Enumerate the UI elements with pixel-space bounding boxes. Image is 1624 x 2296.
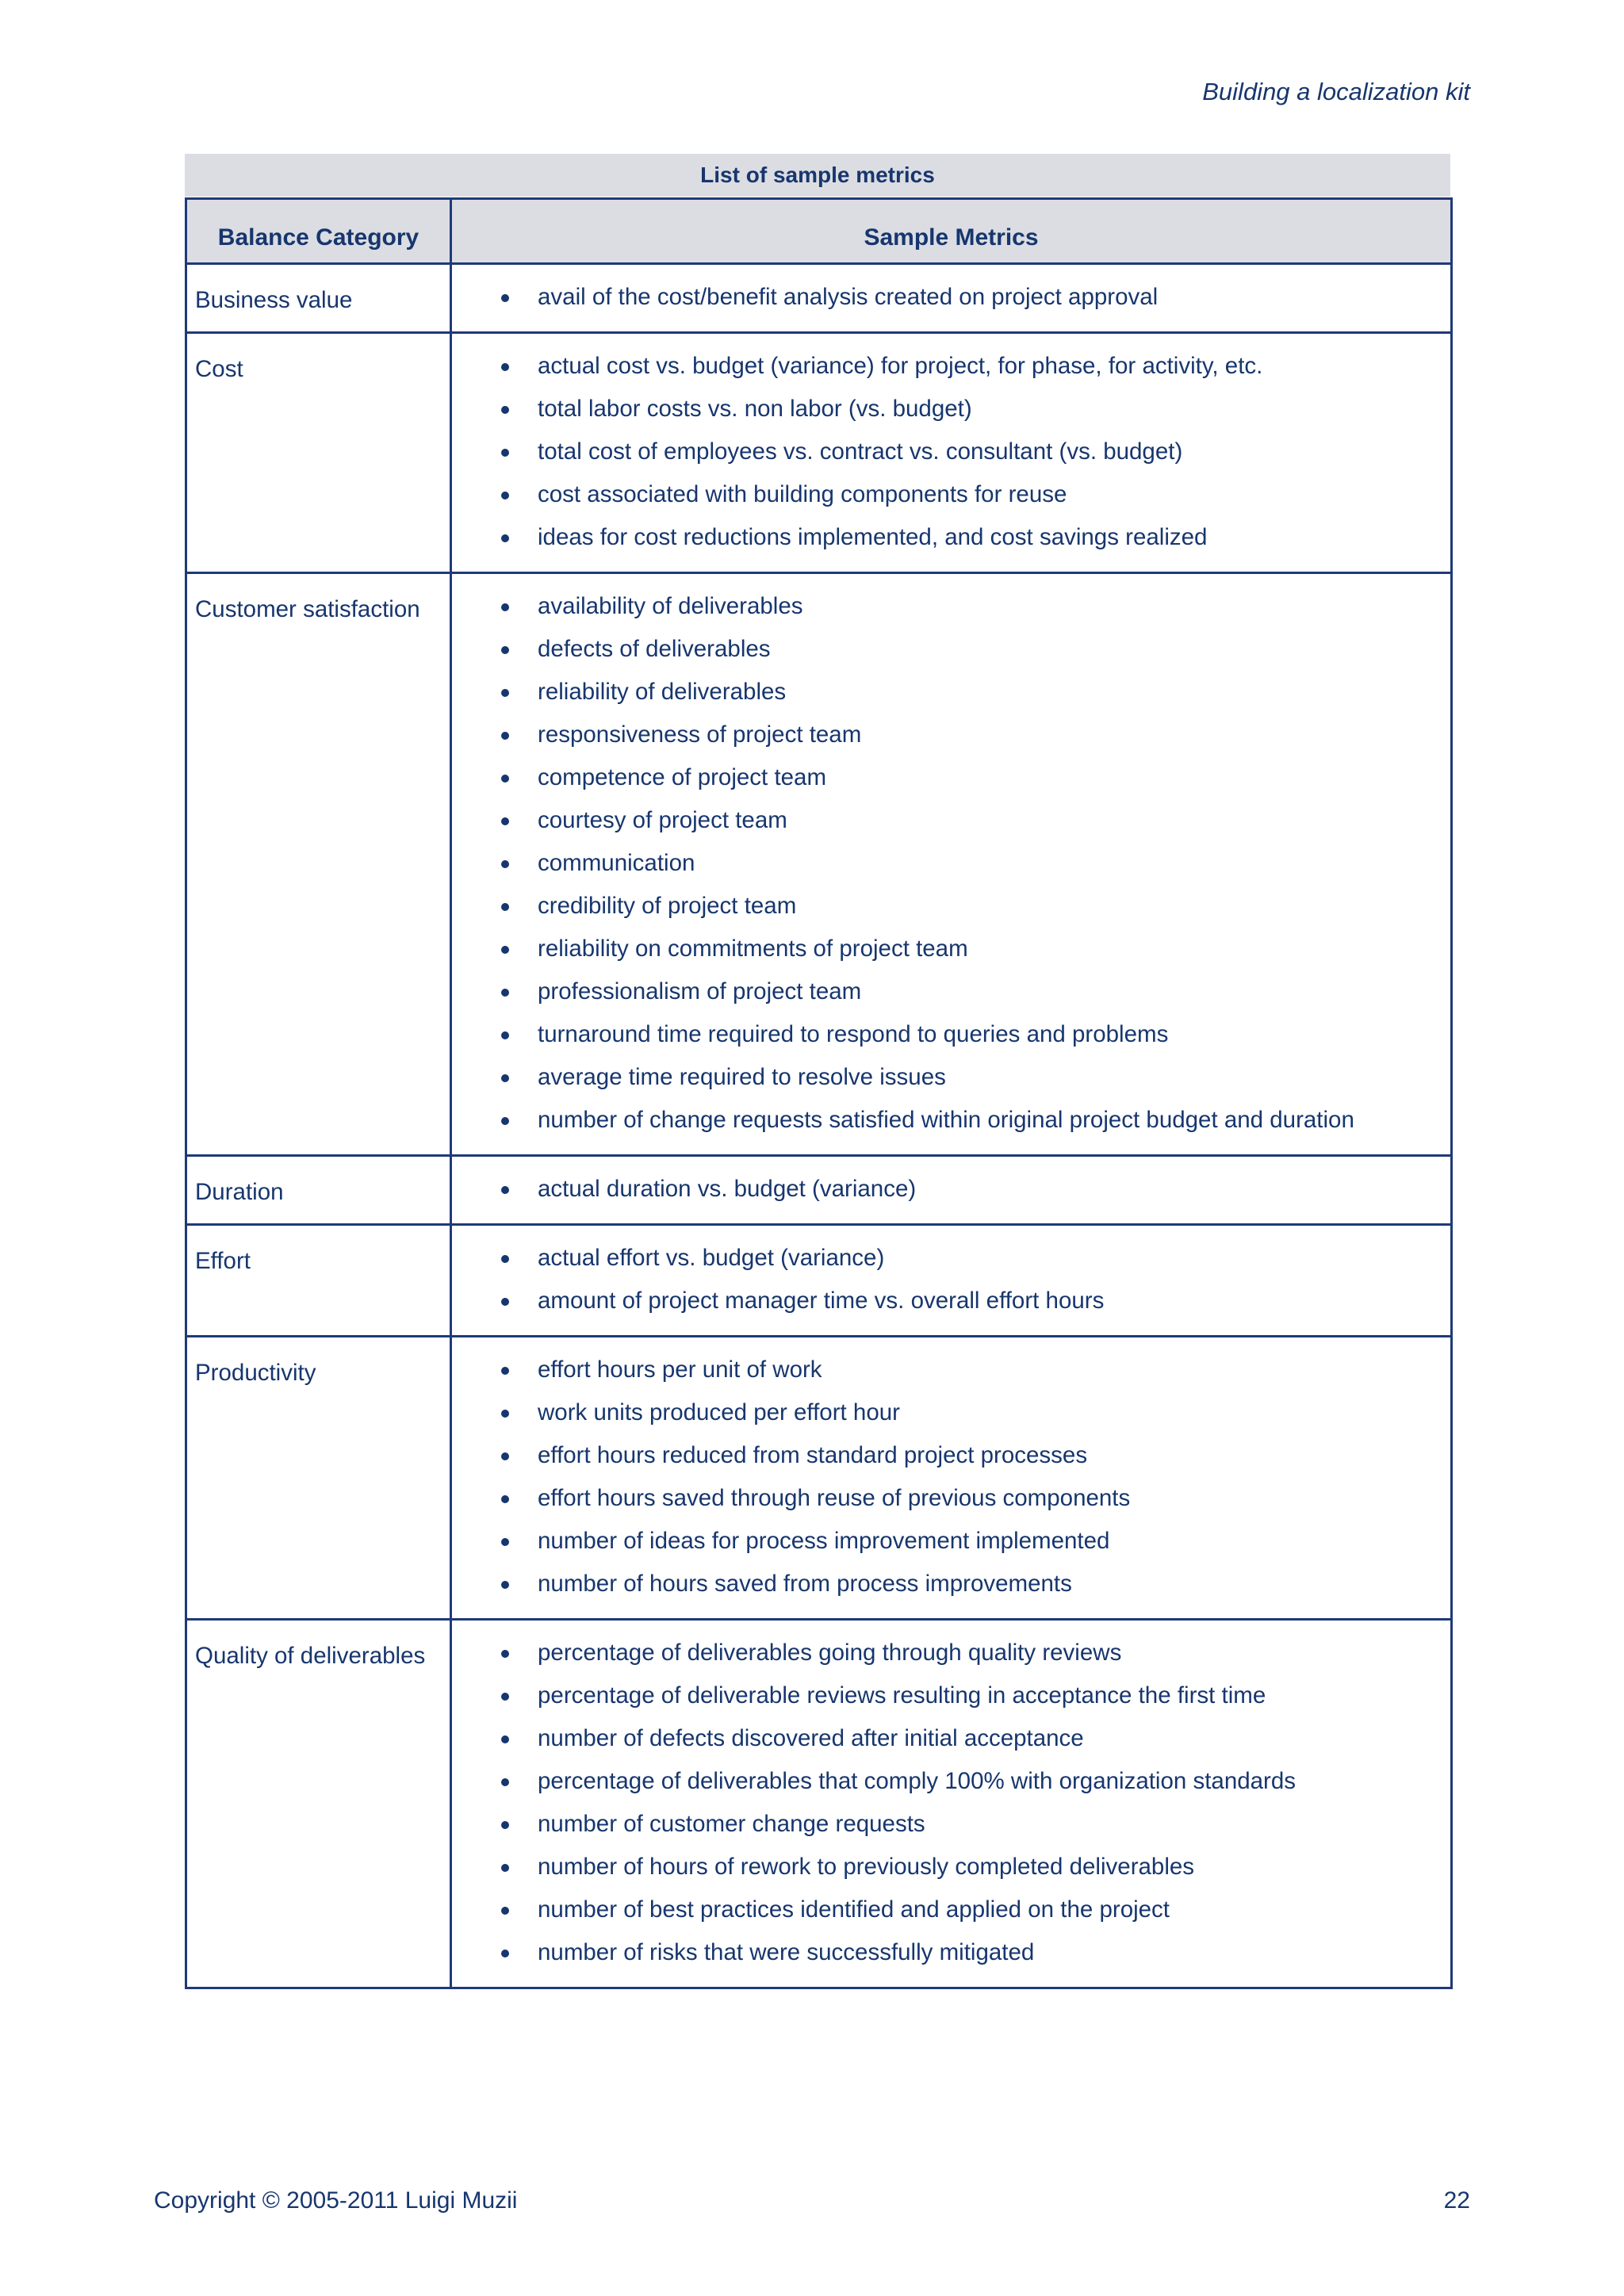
bullet-icon: [501, 1074, 509, 1082]
bullet-icon: [501, 817, 509, 825]
metric-text: turnaround time required to respond to queries and problems: [538, 1021, 1169, 1047]
bullet-icon: [501, 1367, 509, 1375]
metric-text: effort hours reduced from standard project processes: [538, 1442, 1088, 1468]
bullet-icon: [501, 492, 509, 499]
metric-text: number of customer change requests: [538, 1811, 925, 1837]
metric-list: [452, 585, 1442, 1142]
metric-text: total cost of employees vs. contract vs. consultant (vs. budget): [538, 438, 1183, 465]
metric-text: percentage of deliverables going through quality reviews: [538, 1640, 1122, 1666]
list-item: [452, 799, 1442, 842]
bullet-icon: [501, 1864, 509, 1872]
metric-text: percentage of deliverable reviews resulting in acceptance the first time: [538, 1682, 1266, 1709]
list-item: [452, 1888, 1442, 1931]
metric-text: responsiveness of project team: [538, 721, 862, 748]
sample-metrics-cell: [451, 264, 1452, 333]
bullet-icon: [501, 294, 509, 302]
bullet-icon: [501, 1186, 509, 1194]
table-header-row: [186, 199, 1452, 264]
list-item: [452, 628, 1442, 671]
list-item: [452, 516, 1442, 559]
table-row: [186, 333, 1452, 573]
metric-text: courtesy of project team: [538, 807, 787, 833]
metric-text: total labor costs vs. non labor (vs. budget): [538, 396, 972, 422]
list-item: [452, 756, 1442, 799]
metric-list: [452, 1168, 1442, 1211]
metric-text: number of ideas for process improvement implemented: [538, 1528, 1110, 1554]
bullet-icon: [501, 1650, 509, 1658]
balance-category-cell: Cost: [186, 333, 451, 573]
metric-text: percentage of deliverables that comply 100% with organization standards: [538, 1768, 1297, 1794]
metric-text: number of defects discovered after initial acceptance: [538, 1725, 1084, 1751]
bullet-icon: [501, 1410, 509, 1418]
table-row: [186, 1225, 1452, 1337]
list-item: [452, 473, 1442, 516]
list-item: [452, 1520, 1442, 1563]
list-item: [452, 1237, 1442, 1280]
sample-metrics-cell: [451, 333, 1452, 573]
metric-text: cost associated with building components for reuse: [538, 481, 1067, 507]
bullet-icon: [501, 903, 509, 911]
list-item: [452, 1099, 1442, 1142]
metric-text: number of best practices identified and applied on the project: [538, 1896, 1170, 1923]
balance-category-cell: Duration: [186, 1156, 451, 1225]
bullet-icon: [501, 732, 509, 740]
bullet-icon: [501, 1031, 509, 1039]
bullet-icon: [501, 1452, 509, 1460]
sample-metrics-cell: [451, 1156, 1452, 1225]
metric-text: number of change requests satisfied within original project budget and duration: [538, 1107, 1354, 1133]
running-header: Building a localization kit: [1202, 78, 1470, 105]
table-row: [186, 264, 1452, 333]
metric-list: [452, 1349, 1442, 1605]
page-number: 22: [1443, 2187, 1470, 2214]
metric-text: effort hours saved through reuse of previous components: [538, 1485, 1131, 1511]
bullet-icon: [501, 860, 509, 868]
list-item: [452, 1760, 1442, 1803]
metric-text: number of risks that were successfully mitigated: [538, 1939, 1035, 1965]
bullet-icon: [501, 946, 509, 954]
list-item: [452, 1477, 1442, 1520]
table-row: [186, 1620, 1452, 1988]
bullet-icon: [501, 1495, 509, 1503]
list-item: [452, 1168, 1442, 1211]
list-item: [452, 1013, 1442, 1056]
balance-category-cell: Quality of deliverables: [186, 1620, 451, 1988]
list-item: [452, 585, 1442, 628]
list-item: [452, 671, 1442, 714]
bullet-icon: [501, 1581, 509, 1589]
bullet-icon: [501, 1778, 509, 1786]
bullet-icon: [501, 1907, 509, 1915]
metric-text: avail of the cost/benefit analysis created on project approval: [538, 284, 1159, 310]
metric-text: communication: [538, 850, 695, 876]
table-row: [186, 573, 1452, 1156]
list-item: [452, 1563, 1442, 1605]
bullet-icon: [501, 363, 509, 371]
list-item: [452, 1349, 1442, 1391]
bullet-icon: [501, 1538, 509, 1546]
list-item: [452, 1056, 1442, 1099]
balance-category-cell: Customer satisfaction: [186, 573, 451, 1156]
table-caption: List of sample metrics: [185, 154, 1450, 197]
list-item: [452, 970, 1442, 1013]
list-item: [452, 1717, 1442, 1760]
list-item: [452, 1803, 1442, 1846]
sample-metrics-cell: [451, 1620, 1452, 1988]
metric-list: [452, 1237, 1442, 1322]
bullet-icon: [501, 603, 509, 611]
list-item: [452, 276, 1442, 319]
table-row: [186, 1156, 1452, 1225]
bullet-icon: [501, 989, 509, 997]
list-item: [452, 928, 1442, 970]
metric-text: amount of project manager time vs. overall effort hours: [538, 1288, 1105, 1314]
metric-text: work units produced per effort hour: [538, 1399, 900, 1425]
copyright-notice: Copyright © 2005-2011 Luigi Muzii: [154, 2187, 518, 2214]
bullet-icon: [501, 775, 509, 783]
list-item: [452, 714, 1442, 756]
bullet-icon: [501, 646, 509, 654]
bullet-icon: [501, 1821, 509, 1829]
list-item: [452, 1391, 1442, 1434]
sample-metrics-cell: [451, 1337, 1452, 1620]
metric-text: actual duration vs. budget (variance): [538, 1176, 917, 1202]
metric-text: number of hours of rework to previously completed deliverables: [538, 1854, 1195, 1880]
metric-text: ideas for cost reductions implemented, and cost savings realized: [538, 524, 1208, 550]
balance-category-cell: Effort: [186, 1225, 451, 1337]
metric-text: credibility of project team: [538, 893, 797, 919]
metric-text: reliability of deliverables: [538, 679, 787, 705]
list-item: [452, 1280, 1442, 1322]
list-item: [452, 1931, 1442, 1974]
bullet-icon: [501, 1735, 509, 1743]
metric-list: [452, 345, 1442, 559]
metric-text: effort hours per unit of work: [538, 1357, 822, 1383]
list-item: [452, 885, 1442, 928]
metric-text: actual cost vs. budget (variance) for project, for phase, for activity, etc.: [538, 353, 1263, 379]
bullet-icon: [501, 1255, 509, 1263]
bullet-icon: [501, 1693, 509, 1701]
metric-text: professionalism of project team: [538, 978, 862, 1004]
table-body: [186, 264, 1452, 1988]
list-item: [452, 1434, 1442, 1477]
metric-text: competence of project team: [538, 764, 827, 790]
bullet-icon: [501, 449, 509, 457]
metric-text: defects of deliverables: [538, 636, 771, 662]
column-header-category: Balance Category: [186, 199, 451, 264]
metric-list: [452, 1632, 1442, 1974]
metric-text: actual effort vs. budget (variance): [538, 1245, 885, 1271]
list-item: [452, 430, 1442, 473]
bullet-icon: [501, 1117, 509, 1125]
bullet-icon: [501, 1298, 509, 1306]
bullet-icon: [501, 1950, 509, 1957]
list-item: [452, 1674, 1442, 1717]
metrics-table: [185, 197, 1453, 1989]
balance-category-cell: Productivity: [186, 1337, 451, 1620]
metric-text: average time required to resolve issues: [538, 1064, 946, 1090]
column-header-metrics: Sample Metrics: [451, 199, 1452, 264]
bullet-icon: [501, 406, 509, 414]
bullet-icon: [501, 689, 509, 697]
metric-text: number of hours saved from process improvements: [538, 1571, 1072, 1597]
list-item: [452, 1846, 1442, 1888]
sample-metrics-cell: [451, 573, 1452, 1156]
list-item: [452, 345, 1442, 388]
metric-list: [452, 276, 1442, 319]
list-item: [452, 388, 1442, 430]
metric-text: reliability on commitments of project team: [538, 936, 968, 962]
balance-category-cell: Business value: [186, 264, 451, 333]
bullet-icon: [501, 534, 509, 542]
list-item: [452, 842, 1442, 885]
sample-metrics-cell: [451, 1225, 1452, 1337]
metric-text: availability of deliverables: [538, 593, 803, 619]
list-item: [452, 1632, 1442, 1674]
table-row: [186, 1337, 1452, 1620]
